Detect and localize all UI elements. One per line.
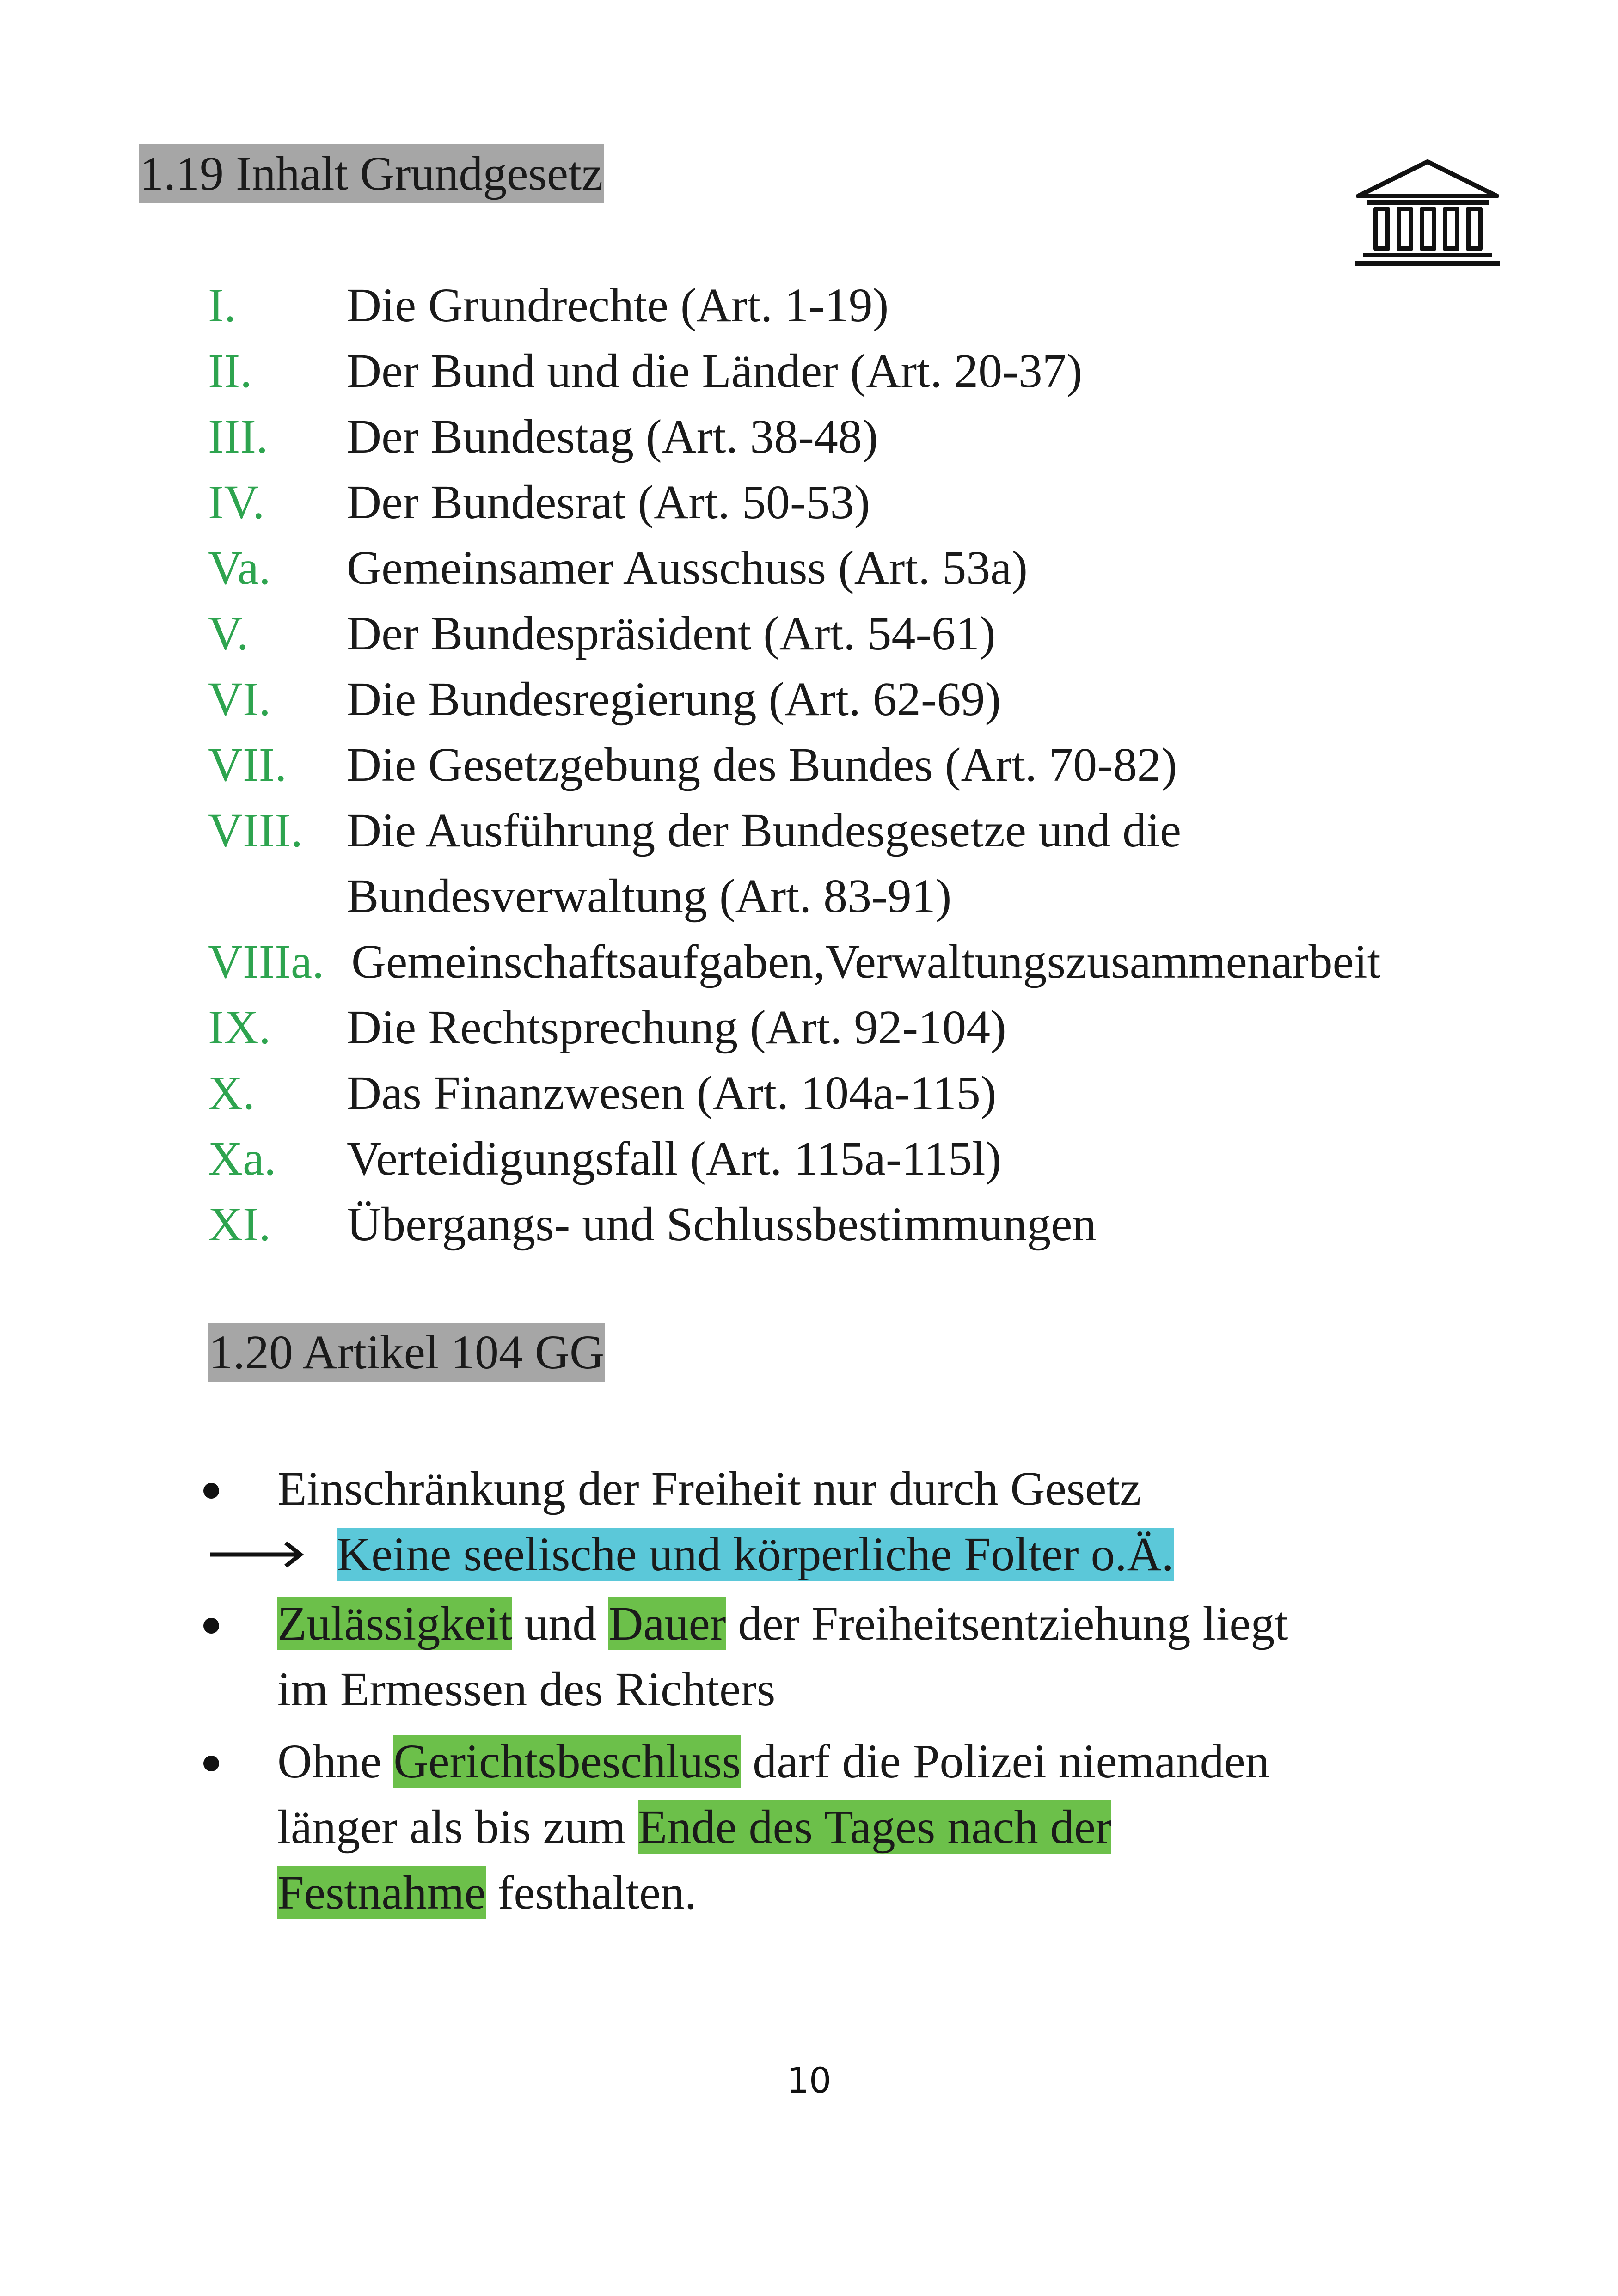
bullet-dot-icon	[203, 1618, 219, 1634]
roman-numeral: Xa.	[208, 1132, 276, 1185]
bullet-continuation	[277, 1794, 1526, 1860]
roman-numeral: VI.	[208, 673, 271, 726]
bullet-continuation	[277, 1860, 1526, 1926]
toc-item	[208, 667, 1502, 732]
toc-item	[208, 404, 1502, 470]
toc-item	[208, 1192, 1502, 1257]
bullet-text: Ohne	[277, 1735, 394, 1788]
roman-numeral: VIII.	[208, 804, 303, 857]
building-columns-icon	[1349, 158, 1506, 268]
bullet-text: darf die Polizei niemanden	[741, 1735, 1269, 1788]
bullet-text: Einschränkung der Freiheit nur durch Gesetz	[277, 1462, 1141, 1515]
toc-item-text: Gemeinsamer Ausschuss (Art. 53a)	[347, 541, 1028, 594]
roman-numeral: Va.	[208, 541, 271, 594]
highlighted-text: Keine seelische und körperliche Folter o.Ä.	[337, 1528, 1174, 1581]
section-heading-artikel-104: 1.20 Artikel 104 GG	[208, 1323, 605, 1382]
roman-numeral: IV.	[208, 476, 265, 529]
toc-item	[208, 470, 1502, 535]
highlighted-text: Ende des Tages nach der	[637, 1800, 1112, 1854]
toc-item-text: Verteidigungsfall (Art. 115a-115l)	[347, 1132, 1002, 1185]
roman-numeral: I.	[208, 279, 236, 332]
roman-numeral: V.	[208, 607, 249, 660]
roman-numeral: VIIIa.	[208, 935, 325, 988]
toc-item	[208, 995, 1502, 1060]
toc-item-text: Der Bundesrat (Art. 50-53)	[347, 476, 870, 529]
roman-numeral: III.	[208, 410, 268, 463]
toc-item-text: Die Rechtsprechung (Art. 92-104)	[347, 1001, 1006, 1054]
toc-item-text: Die Bundesregierung (Art. 62-69)	[347, 673, 1001, 726]
bullet-continuation	[277, 1657, 1526, 1722]
toc-item	[208, 732, 1502, 798]
table-of-contents	[208, 273, 1502, 1257]
bullet-item	[277, 1456, 1526, 1522]
toc-item-text: Die Ausführung der Bundesgesetze und die	[347, 804, 1182, 857]
bullet-text: der Freiheitsentziehung liegt	[726, 1597, 1288, 1650]
roman-numeral: VII.	[208, 738, 287, 791]
toc-item-continuation: Bundesverwaltung (Art. 83-91)	[347, 869, 952, 923]
toc-item-text: Gemeinschaftsaufgaben,Verwaltungszusammenarbeit	[351, 935, 1381, 988]
highlighted-text: Gerichtsbeschluss	[393, 1735, 741, 1788]
page-number: 10	[786, 2060, 832, 2101]
toc-item	[208, 273, 1502, 338]
bullet-text: festhalten.	[485, 1866, 697, 1919]
section-heading-grundgesetz: 1.19 Inhalt Grundgesetz	[139, 144, 604, 203]
arrow-right-icon	[208, 1539, 305, 1570]
toc-item-text: Das Finanzwesen (Art. 104a-115)	[347, 1066, 997, 1120]
toc-item-text: Die Grundrechte (Art. 1-19)	[347, 279, 889, 332]
toc-item	[208, 601, 1502, 667]
toc-item	[208, 798, 1502, 929]
toc-item	[208, 535, 1502, 601]
highlighted-text: Festnahme	[277, 1866, 486, 1919]
toc-item-text: Der Bundestag (Art. 38-48)	[347, 410, 878, 463]
bullet-dot-icon	[203, 1756, 219, 1771]
toc-item	[208, 1126, 1502, 1192]
toc-item	[208, 338, 1502, 404]
bullet-item	[277, 1591, 1526, 1657]
toc-item-text: Der Bundespräsident (Art. 54-61)	[347, 607, 996, 660]
highlighted-text: Zulässigkeit	[277, 1597, 513, 1650]
bullet-text: länger als bis zum	[277, 1800, 638, 1854]
bullet-item	[277, 1729, 1526, 1794]
roman-numeral: IX.	[208, 1001, 271, 1054]
bullet-text: im Ermessen des Richters	[277, 1663, 776, 1716]
highlighted-text: Dauer	[608, 1597, 726, 1650]
roman-numeral: X.	[208, 1066, 255, 1120]
roman-numeral: XI.	[208, 1198, 271, 1251]
bullet-dot-icon	[203, 1483, 219, 1499]
toc-item	[208, 929, 1502, 995]
arrow-note	[277, 1522, 1526, 1587]
bullet-list	[277, 1456, 1526, 1926]
toc-item-text: Der Bund und die Länder (Art. 20-37)	[347, 344, 1083, 398]
toc-item	[208, 1060, 1502, 1126]
toc-item-text: Übergangs- und Schlussbestimmungen	[347, 1198, 1097, 1251]
bullet-text: und	[512, 1597, 609, 1650]
toc-item-text: Die Gesetzgebung des Bundes (Art. 70-82)	[347, 738, 1177, 791]
roman-numeral: II.	[208, 344, 252, 398]
